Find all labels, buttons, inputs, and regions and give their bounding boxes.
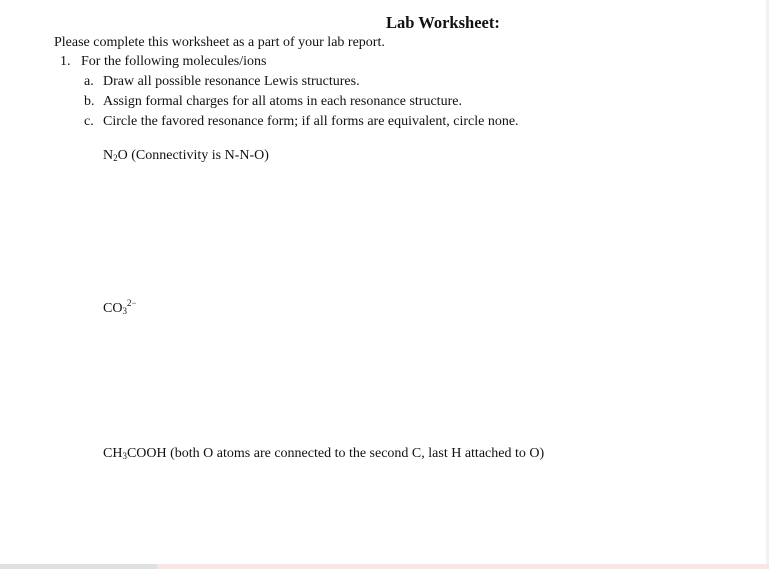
- carbonate-subscript: 3: [122, 306, 127, 316]
- subpart-b-letter: b.: [84, 94, 95, 109]
- molecule-n2o: [103, 148, 269, 164]
- subpart-c-text: Circle the favored resonance form; if all forms are equivalent, circle none.: [103, 114, 519, 129]
- carbonate-base: CO: [103, 301, 123, 316]
- question-number: 1.: [60, 54, 71, 69]
- acetic-subscript: 3: [122, 451, 127, 461]
- subpart-b-text: Assign formal charges for all atoms in each resonance structure.: [103, 94, 462, 109]
- n2o-o: O: [117, 148, 128, 163]
- bottom-strip-left-segment: [0, 564, 157, 569]
- n2o-subscript: 2: [113, 153, 118, 163]
- intro-instructions: Please complete this worksheet as a part of your lab report.: [54, 35, 385, 50]
- n2o-connectivity-note: (Connectivity is N-N-O): [127, 148, 269, 163]
- worksheet-title: Lab Worksheet:: [386, 13, 500, 32]
- subpart-a-text: Draw all possible resonance Lewis structures.: [103, 74, 360, 89]
- bottom-strip: [0, 564, 769, 569]
- subpart-a-letter: a.: [84, 74, 94, 89]
- acetic-cooh: COOH: [126, 446, 167, 461]
- molecule-acetic-acid: [103, 446, 544, 462]
- question-text: For the following molecules/ions: [81, 54, 267, 69]
- molecule-carbonate: [103, 298, 137, 317]
- bottom-strip-right-segment: [157, 564, 769, 569]
- subpart-c-letter: c.: [84, 114, 94, 129]
- n2o-n: N: [103, 148, 114, 163]
- acetic-connectivity-note: (both O atoms are connected to the second C, last H attached to O): [166, 446, 545, 461]
- carbonate-charge: 2−: [126, 298, 137, 308]
- acetic-ch: CH: [103, 446, 123, 461]
